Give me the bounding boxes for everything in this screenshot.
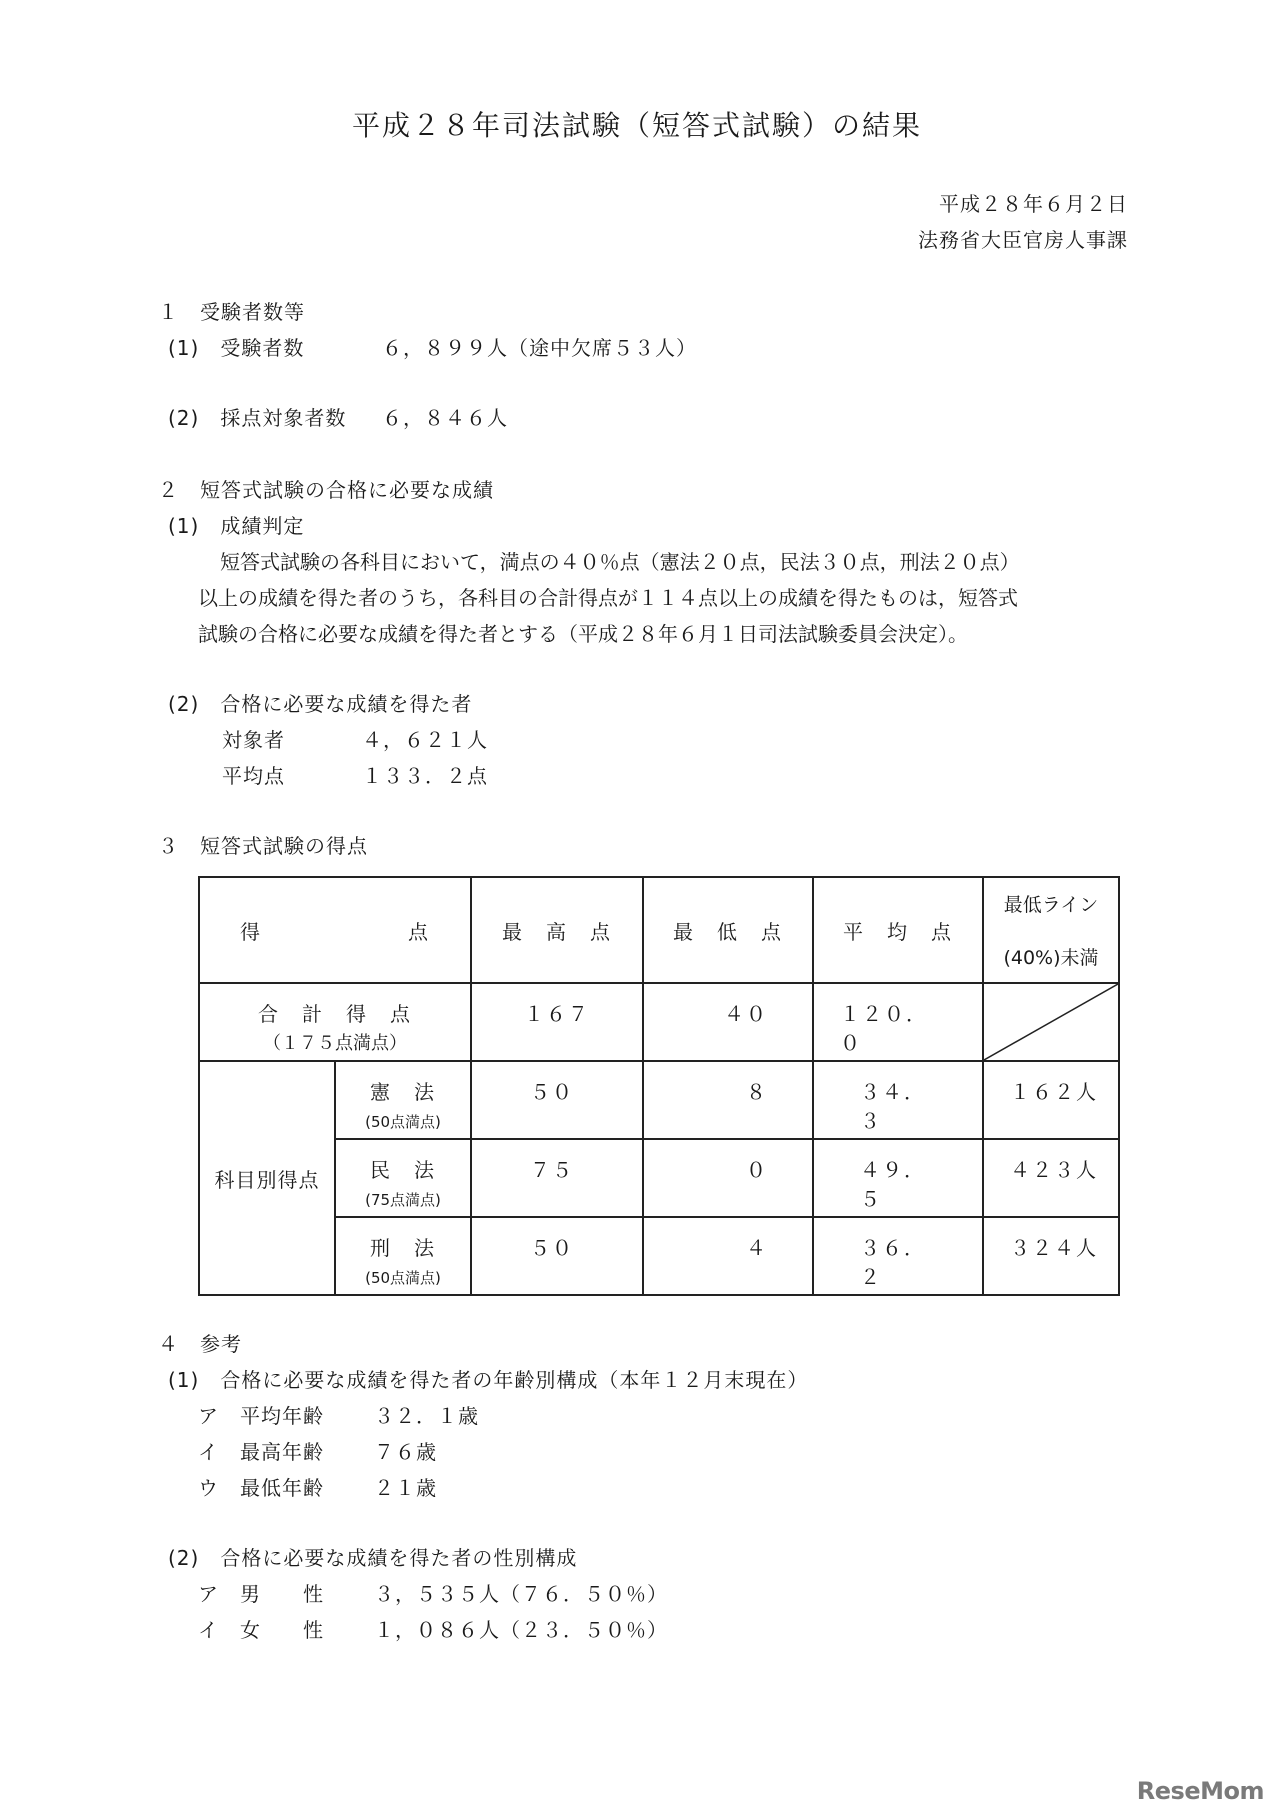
average-label: 平均点 xyxy=(222,764,285,788)
document-date: 平成２８年６月２日 xyxy=(939,192,1128,216)
subject-cell xyxy=(335,1061,471,1139)
header-below xyxy=(983,877,1119,983)
table-row-total xyxy=(199,983,1119,1061)
diagonal-slash xyxy=(984,984,1118,1060)
table-header-row xyxy=(199,877,1119,983)
total-avg: １２０．０ xyxy=(813,983,983,1061)
header-score-b: 点 xyxy=(408,919,430,944)
subject-min: ８ xyxy=(643,1061,813,1139)
section1-item-value: ６，８９９人（途中欠席５３人） xyxy=(382,336,697,360)
gender-value: ３，５３５人（７６．５０％） xyxy=(374,1582,668,1606)
criteria-text-line: 以上の成績を得た者のうち，各科目の合計得点が１１４点以上の成績を得たものは，短答式 xyxy=(198,586,1018,610)
header-min: 最 低 点 xyxy=(643,877,813,983)
section4-heading: ４ 参考 xyxy=(158,1332,242,1356)
subject-min: ０ xyxy=(643,1139,813,1217)
total-min: ４０ xyxy=(643,983,813,1061)
passers-value: ４，６２１人 xyxy=(362,728,488,752)
header-below-line2: (40%)未満 xyxy=(1003,947,1099,969)
total-max: １６７ xyxy=(471,983,643,1061)
section2-sub2-label: (2) 合格に必要な成績を得た者 xyxy=(168,692,473,716)
section2-sub1-label: (1) 成績判定 xyxy=(168,514,305,538)
subject-name: 刑 法 xyxy=(370,1236,436,1260)
average-value: １３３．２点 xyxy=(362,764,488,788)
subject-below: ４２３人 xyxy=(983,1139,1119,1217)
group-label: 科目別得点 xyxy=(199,1061,335,1295)
subject-sub: (75点満点) xyxy=(365,1191,441,1209)
subject-cell xyxy=(335,1139,471,1217)
section4-sub1-label: (1) 合格に必要な成績を得た者の年齢別構成（本年１２月末現在） xyxy=(168,1368,809,1392)
header-below-line1: 最低ライン xyxy=(1003,894,1099,916)
subject-cell xyxy=(335,1217,471,1295)
passers-label: 対象者 xyxy=(222,728,285,752)
subject-max: ７５ xyxy=(471,1139,643,1217)
subject-avg: ４９．５ xyxy=(813,1139,983,1217)
subject-min: ４ xyxy=(643,1217,813,1295)
age-value: ７６歳 xyxy=(374,1440,437,1464)
subject-avg: ３６．２ xyxy=(813,1217,983,1295)
table-row-subject xyxy=(199,1061,1119,1139)
subject-name: 民 法 xyxy=(370,1158,436,1182)
total-label: 合 計 得 点 xyxy=(258,1002,412,1026)
age-value: ２１歳 xyxy=(374,1476,437,1500)
subject-sub: (50点満点) xyxy=(365,1113,441,1131)
header-score xyxy=(199,877,471,983)
section2-heading: ２ 短答式試験の合格に必要な成績 xyxy=(158,478,494,502)
gender-label: ア 男 性 xyxy=(198,1582,324,1606)
section3-heading: ３ 短答式試験の得点 xyxy=(158,834,368,858)
header-max: 最 高 点 xyxy=(471,877,643,983)
total-sub: （１７５点満点） xyxy=(263,1033,407,1054)
table-row-subject xyxy=(199,1139,1119,1217)
resemom-watermark-logo: ReseMom xyxy=(1136,1777,1264,1805)
section1-item-label: (2) 採点対象者数 xyxy=(168,406,347,430)
subject-avg: ３４．３ xyxy=(813,1061,983,1139)
section4-sub2-label: (2) 合格に必要な成績を得た者の性別構成 xyxy=(168,1546,578,1570)
total-below-empty xyxy=(983,983,1119,1061)
subject-sub: (50点満点) xyxy=(365,1269,441,1287)
criteria-text-line: 試験の合格に必要な成績を得た者とする（平成２８年６月１日司法試験委員会決定）。 xyxy=(198,622,968,646)
age-value: ３２．１歳 xyxy=(374,1404,479,1428)
document-title: 平成２８年司法試験（短答式試験）の結果 xyxy=(352,109,923,142)
subject-max: ５０ xyxy=(471,1061,643,1139)
gender-value: １，０８６人（２３．５０％） xyxy=(374,1618,668,1642)
document-issuer: 法務省大臣官房人事課 xyxy=(918,228,1128,252)
header-avg: 平 均 点 xyxy=(813,877,983,983)
subject-max: ５０ xyxy=(471,1217,643,1295)
total-label-cell xyxy=(199,983,471,1061)
section1-item-label: (1) 受験者数 xyxy=(168,336,305,360)
section1-item-value: ６，８４６人 xyxy=(382,406,508,430)
subject-below: ３２４人 xyxy=(983,1217,1119,1295)
subject-name: 憲 法 xyxy=(370,1080,436,1104)
header-score-a: 得 xyxy=(240,919,262,944)
subject-below: １６２人 xyxy=(983,1061,1119,1139)
age-label: ア 平均年齢 xyxy=(198,1404,324,1428)
score-table xyxy=(198,876,1120,1296)
criteria-text-line: 短答式試験の各科目において，満点の４０％点（憲法２０点，民法３０点，刑法２０点） xyxy=(220,550,1020,574)
table-row-subject xyxy=(199,1217,1119,1295)
section1-heading: １ 受験者数等 xyxy=(158,300,305,324)
gender-label: イ 女 性 xyxy=(198,1618,324,1642)
age-label: イ 最高年齢 xyxy=(198,1440,324,1464)
age-label: ウ 最低年齢 xyxy=(198,1476,324,1500)
